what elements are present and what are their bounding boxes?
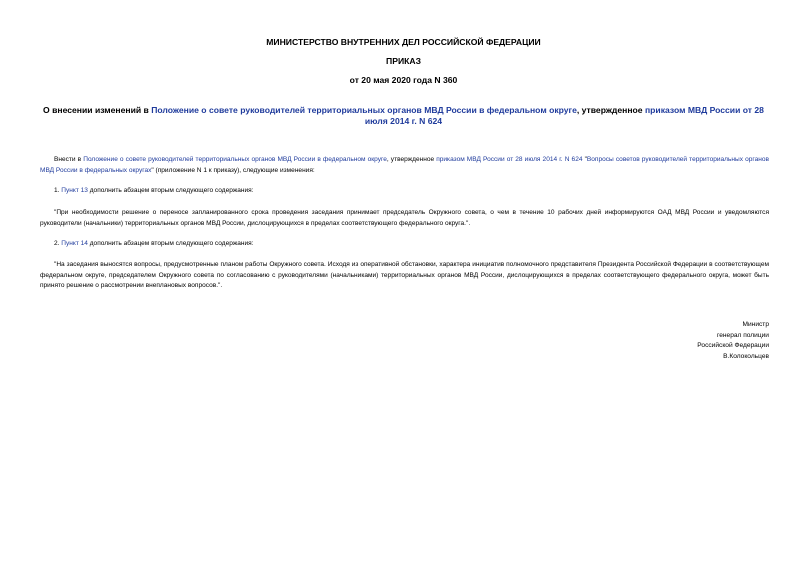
item2-paragraph [40, 239, 769, 250]
item2-number: 2. [54, 240, 62, 247]
intro-middle: , утвержденное [386, 156, 437, 163]
document-title [36, 105, 771, 127]
title-order-link[interactable]: приказом МВД России от 28 июля 2014 г. N 624 [364, 105, 764, 126]
intro-paragraph [40, 155, 769, 176]
signature-position: Министр [742, 321, 769, 328]
item2-text: дополнить абзацем вторым следующего содержания: [87, 240, 254, 247]
doc-date-heading: от 20 мая 2020 года N 360 [349, 75, 458, 85]
title-prefix: О внесении изменений в [43, 105, 152, 115]
intro-regulation-link[interactable]: Положение о совете руководителей территориальных органов МВД России в федеральном округе [83, 156, 387, 163]
item1-paragraph [40, 186, 769, 197]
item1-point-link[interactable]: Пункт 13 [61, 187, 88, 194]
item1-number: 1. [54, 187, 62, 194]
item2-quote: "На заседания выносятся вопросы, предусмотренные планом работы Окружного совета. Исходя из оперативной обстановки, характера инициатив полномочного представителя Президента Российской Федерации в соответствующем федеральном округе, председателем Окружного совета по согласованию с руководителями (начальниками) территориальных органов МВД России, дислоцирующихся в пределах соответствующего федерального округа, может быть принято решение о рассмотрении внеплановых вопросов.". [40, 261, 769, 289]
intro-suffix: " (приложение N 1 к приказу), следующие изменения: [151, 166, 315, 174]
signature-country: Российской Федерации [697, 342, 769, 349]
ministry-heading: МИНИСТЕРСТВО ВНУТРЕННИХ ДЕЛ РОССИЙСКОЙ ФЕДЕРАЦИИ [266, 37, 541, 47]
title-regulation-link[interactable]: Положение о совете руководителей территориальных органов МВД России в федеральном округе [151, 105, 577, 115]
intro-prefix: Внести в [54, 156, 84, 163]
intro-questions-link[interactable]: Вопросы советов руководителей территориальных органов МВД России в федеральных округах [40, 156, 769, 174]
signature-rank: генерал полиции [716, 331, 769, 339]
item1-text: дополнить абзацем вторым следующего содержания: [87, 187, 254, 194]
item2-point-link[interactable]: Пункт 14 [61, 240, 88, 247]
intro-quote-open: " [582, 156, 587, 163]
doc-type-heading: ПРИКАЗ [386, 56, 421, 66]
title-middle: , утвержденное [576, 105, 645, 115]
item1-quote: "При необходимости решение о переносе запланированного срока проведения заседания принимает председатель Окружного совета, о чем в течение 10 рабочих дней информируются ОАД МВД России и уведомляются руководители (начальники) территориальных органов МВД России, дислоцирующихся в пределах соответствующего федерального округа.". [40, 209, 769, 227]
intro-order-link[interactable]: приказом МВД России от 28 июля 2014 г. N 624 [436, 156, 583, 163]
signature-name: В.Колокольцев [723, 352, 769, 360]
signature-block [697, 320, 769, 362]
